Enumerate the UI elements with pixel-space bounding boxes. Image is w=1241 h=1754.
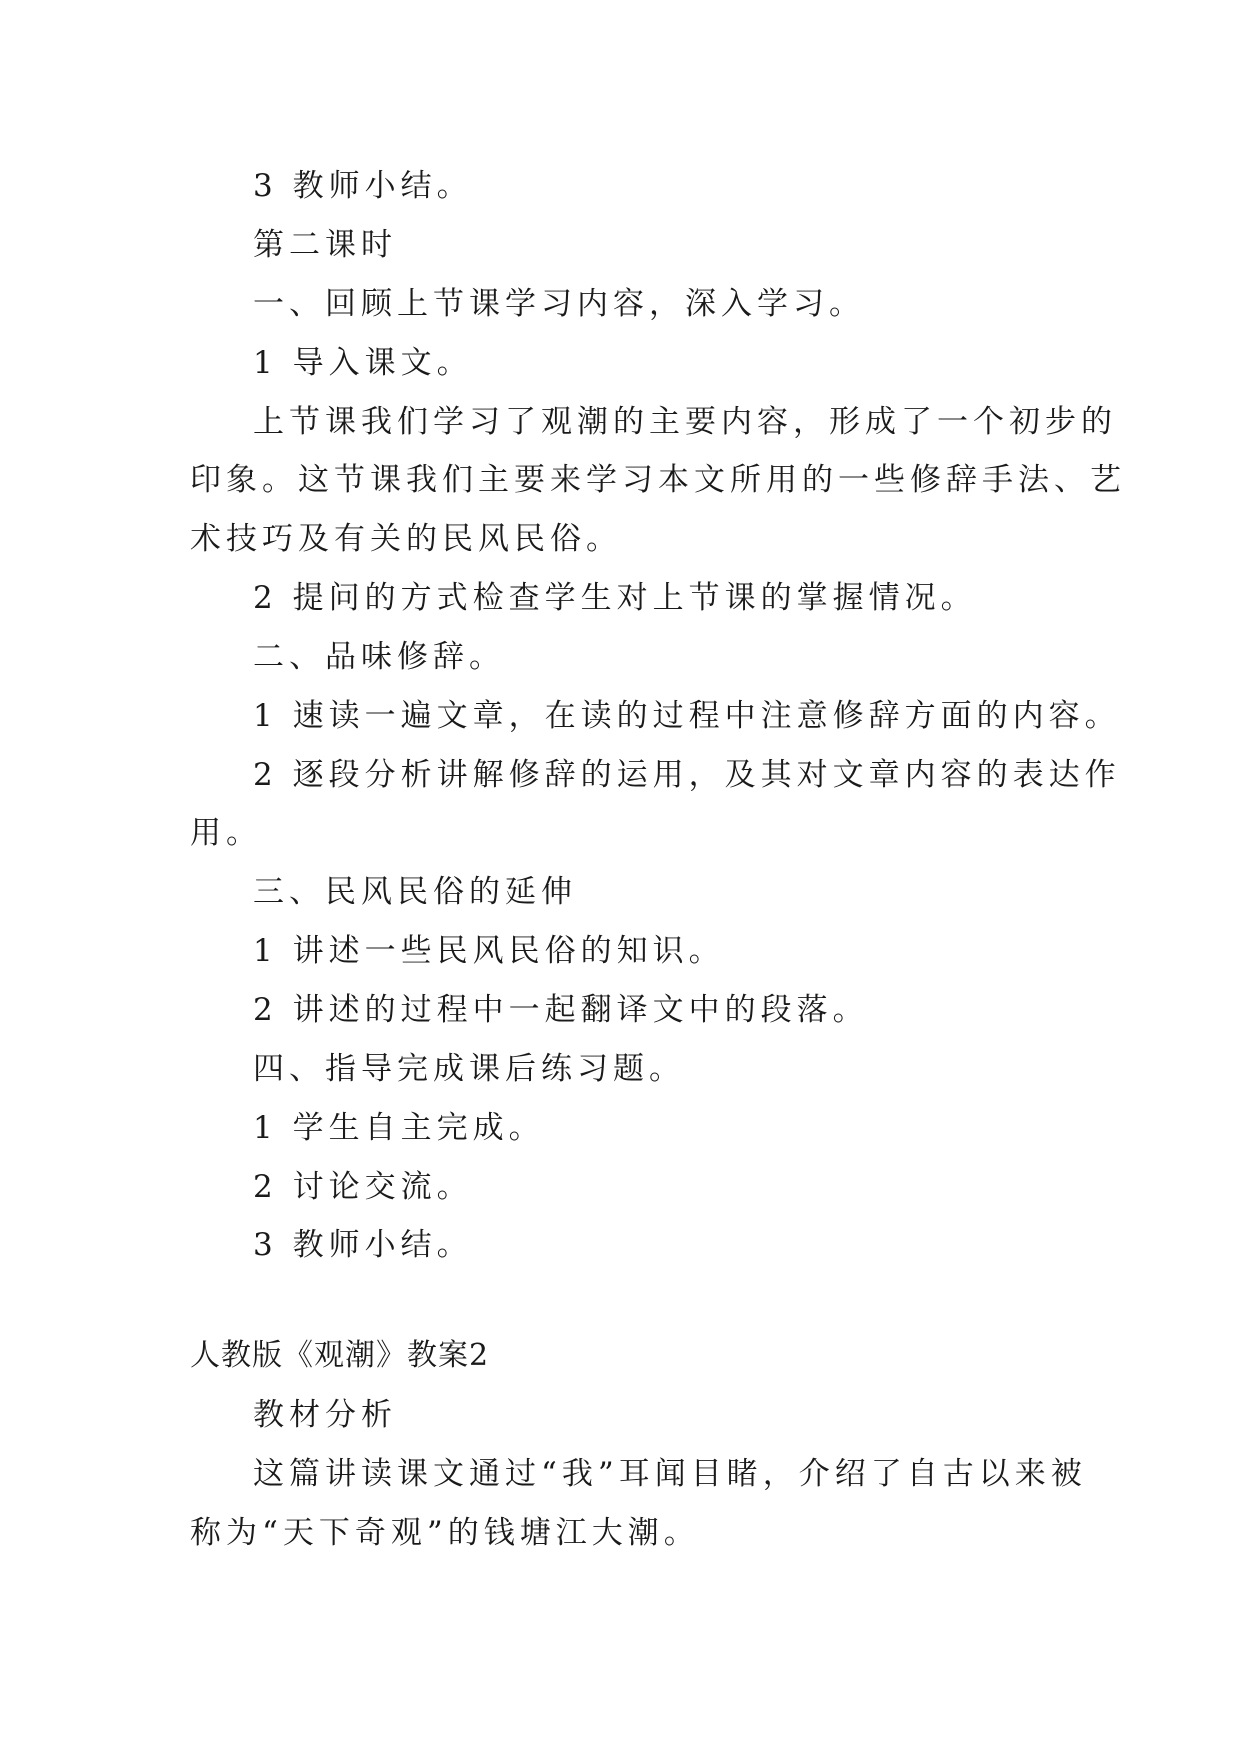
second-lesson-heading: 第二课时	[253, 227, 397, 263]
paragraph-line: 术技巧及有关的民风民俗。	[190, 521, 622, 557]
paragraph-line: 印象。这节课我们主要来学习本文所用的一些修辞手法、艺	[190, 462, 1126, 498]
paragraph-line: 称为“天下奇观”的钱塘江大潮。	[190, 1515, 700, 1551]
step-translate-paragraphs: 2 讲述的过程中一起翻译文中的段落。	[253, 992, 869, 1028]
section-one-heading: 一、回顾上节课学习内容，深入学习。	[253, 286, 865, 322]
section-three-heading: 三、民风民俗的延伸	[253, 874, 577, 910]
textbook-analysis-heading: 教材分析	[253, 1397, 397, 1433]
step-introduce-text: 1 导入课文。	[253, 345, 473, 381]
paragraph-line: 这篇讲读课文通过“我”耳闻目睹，介绍了自古以来被	[253, 1456, 1087, 1492]
step-speed-read: 1 速读一遍文章，在读的过程中注意修辞方面的内容。	[253, 698, 1121, 734]
paragraph-line: 上节课我们学习了观潮的主要内容，形成了一个初步的	[253, 404, 1117, 440]
lesson-plan-title: 人教版《观潮》教案2	[190, 1338, 490, 1373]
step-discuss: 2 讨论交流。	[253, 1169, 473, 1205]
step-question-check: 2 提问的方式检查学生对上节课的掌握情况。	[253, 580, 977, 616]
step-teacher-summary: 3 教师小结。	[253, 1227, 473, 1263]
step-teacher-summary: 3 教师小结。	[253, 168, 473, 204]
step-analyze-rhetoric: 2 逐段分析讲解修辞的运用，及其对文章内容的表达作	[253, 757, 1121, 793]
step-folk-knowledge: 1 讲述一些民风民俗的知识。	[253, 933, 725, 969]
paragraph-line: 用。	[190, 815, 262, 851]
section-two-heading: 二、品味修辞。	[253, 639, 505, 675]
section-four-heading: 四、指导完成课后练习题。	[253, 1051, 685, 1087]
step-self-complete: 1 学生自主完成。	[253, 1110, 545, 1146]
